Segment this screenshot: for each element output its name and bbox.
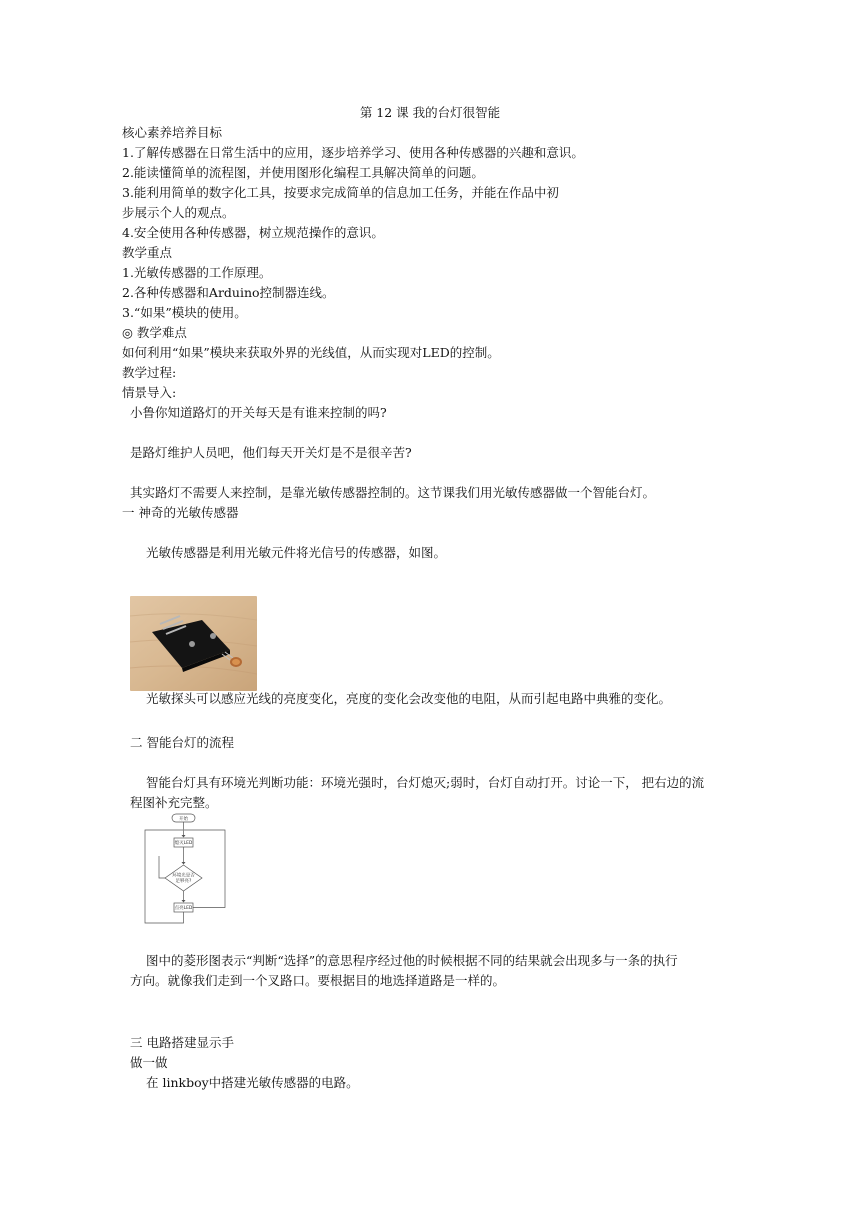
goal-item-1: 1.了解传感器在日常生活中的应用，逐步培养学习、使用各种传感器的兴趣和意识。: [122, 145, 584, 160]
section-heading-goals: 核心素养培养目标: [122, 125, 223, 140]
goal-item-3: 3.能利用简单的数字化工具，按要求完成简单的信息加工任务，并能在作品中初: [122, 185, 559, 200]
section-heading-process: 教学过程:: [122, 365, 177, 380]
section-heading-sensor: 一 神奇的光敏传感器: [122, 505, 239, 520]
flow-start-label: 开始: [179, 816, 188, 822]
flow-decision-line2: 足够亮?: [175, 879, 192, 884]
goal-item-3-continued: 步展示个人的观点。: [122, 205, 235, 220]
section-heading-intro: 情景导入:: [122, 385, 177, 400]
goal-item-4: 4.安全使用各种传感器，树立规范操作的意识。: [122, 225, 384, 240]
key-point-3: 3.“如果”模块的使用。: [122, 305, 247, 320]
section-heading-key-points: 教学重点: [122, 245, 173, 260]
intro-question: 小鲁你知道路灯的开关每天是有谁来控制的吗?: [130, 405, 387, 420]
section-heading-difficulty: ◎ 教学难点: [122, 325, 187, 340]
diamond-explanation-continued: 方向。就像我们走到一个叉路口。要根据目的地选择道路是一样的。: [130, 973, 506, 988]
section-heading-flow: 二 智能台灯的流程: [130, 735, 234, 750]
flow-description-continued: 程图补充完整。: [130, 795, 218, 810]
page-title: 第 12 课 我的台灯很智能: [359, 105, 501, 120]
key-point-1: 1.光敏传感器的工作原理。: [122, 265, 272, 280]
goal-item-2: 2.能读懂简单的流程图，并使用图形化编程工具解决简单的问题。: [122, 165, 484, 180]
flow-description: 智能台灯具有环境光判断功能：环境光强时，台灯熄灭;弱时，台灯自动打开。讨论一下， 把右边的流: [146, 775, 705, 790]
light-sensor-photo: [130, 596, 257, 691]
intro-answer: 是路灯维护人员吧，他们每天开关灯是不是很辛苦?: [130, 445, 412, 460]
flow-step-off-label: 熄灭LED: [174, 841, 193, 847]
intro-explanation: 其实路灯不需要人来控制，是靠光敏传感器控制的。这节课我们用光敏传感器做一个智能台灯。: [130, 485, 656, 500]
sensor-description: 光敏传感器是利用光敏元件将光信号的传感器，如图。: [146, 545, 447, 560]
diamond-explanation: 图中的菱形图表示“判断“选择”的意思程序经过他的时候根据不同的结果就会出现多与一条的执行: [146, 953, 678, 968]
lamp-flowchart: [143, 812, 227, 928]
key-point-2: 2.各种传感器和Arduino控制器连线。: [122, 285, 335, 300]
section-heading-circuit: 三 电路搭建显示手: [130, 1035, 234, 1050]
difficulty-text: 如何利用“如果”模块来获取外界的光线值，从而实现对LED的控制。: [122, 345, 500, 360]
activity-text: 在 linkboy中搭建光敏传感器的电路。: [146, 1075, 359, 1090]
flow-step-on-label: 点亮LED: [174, 906, 193, 912]
activity-heading: 做一做: [130, 1055, 168, 1070]
sensor-probe-text: 光敏探头可以感应光线的亮度变化，亮度的变化会改变他的电阻，从而引起电路中典雅的变化。: [146, 691, 672, 706]
flow-decision-line1: 环境光是否: [172, 873, 195, 879]
